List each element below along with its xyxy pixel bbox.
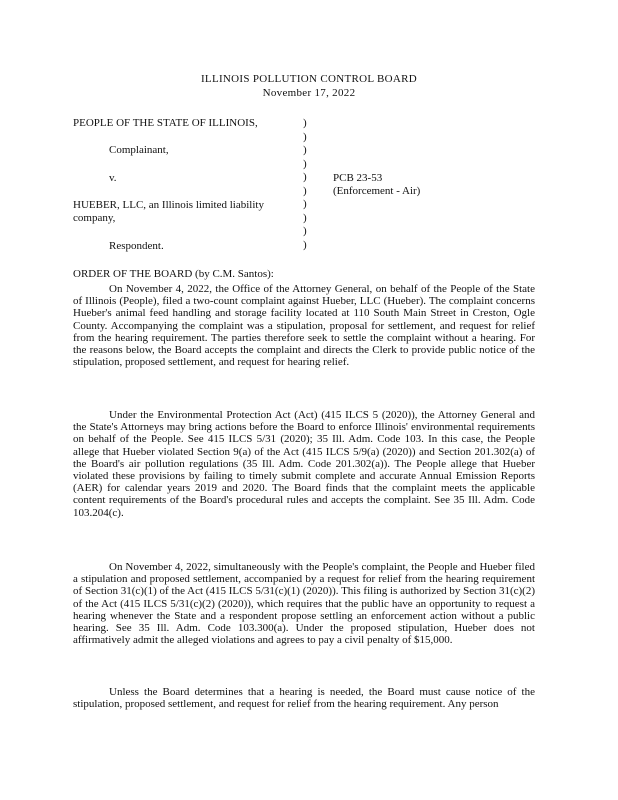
paragraph-act: Under the Environmental Protection Act (Act) (415 ILCS 5 (2020)), the Attorney General and the State's Attorneys may bring actions before the Board to enforce Illinois' environmental requirements on behalf of the People. See 415 ILCS 5/31 (2020); 35 Ill. Adm. Code 103. In this case, the People allege that Hueber violated Section 9(a) of the Act (415 ILCS 5/9(a) (2020)) and Section 201.302(a) of the Board's air pollution regulations (35 Ill. Adm. Code 201.302(a)). The People allege that Hueber violated these provisions by failing to timely submit complete and accurate Annual Emission Reports (AER) for calendar years 2019 and 2020. The Board finds that the complaint meets the applicable content requirements of the Board's procedural rules and accepts the complaint. See 35 Ill. Adm. Code 103.204(c). bbox=[73, 409, 535, 519]
order-date: November 17, 2022 bbox=[262, 87, 356, 99]
case-caption: PEOPLE OF THE STATE OF ILLINOIS, Complainant, v. HUEBER, LLC, an Illinois limited liability company, Respondent. ) ) ) ) ) ) ) ) ) ) PCB 23-53 (Enforcement - Air) bbox=[73, 117, 421, 252]
versus-label: v. bbox=[109, 172, 117, 184]
order-heading: ORDER OF THE BOARD (by C.M. Santos): bbox=[73, 268, 274, 280]
board-title: ILLINOIS POLLUTION CONTROL BOARD bbox=[200, 73, 418, 85]
plaintiff-name: PEOPLE OF THE STATE OF ILLINOIS, bbox=[73, 117, 258, 129]
case-number: PCB 23-53 bbox=[333, 172, 383, 184]
paragraph-notice: Unless the Board determines that a hearing is needed, the Board must cause notice of the stipulation, proposed settlement, and request for relief from the hearing requirement. Any person bbox=[73, 686, 535, 711]
paragraph-intro: On November 4, 2022, the Office of the Attorney General, on behalf of the People of the State of Illinois (People), filed a two-count complaint against Hueber, LLC (Hueber). The complaint concerns Hueber's animal feed handling and storage facility located at 110 South Main Street in Creston, Ogle County. Accompanying the complaint was a stipulation, proposal for settlement, and request for relief from the hearing requirement. The parties therefore seek to settle the complaint without a hearing. For the reasons below, the Board accepts the complaint and directs the Clerk to provide public notice of the stipulation, proposed settlement, and request for hearing relief. bbox=[73, 283, 535, 369]
defendant-name-line2: company, bbox=[73, 212, 116, 224]
case-type: (Enforcement - Air) bbox=[333, 185, 421, 197]
plaintiff-role: Complainant, bbox=[109, 144, 169, 156]
paragraph-stipulation: On November 4, 2022, simultaneously with the People's complaint, the People and Hueber filed a stipulation and proposed settlement, accompanied by a request for relief from the hearing requirement of Section 31(c)(1) of the Act (415 ILCS 5/31(c)(1) (2020)). This filing is authorized by Section 31(c)(2) of the Act (415 ILCS 5/31(c)(2) (2020)), which requires that the public have an opportunity to request a hearing whenever the State and a respondent propose settling an enforcement action without a public hearing. See 35 Ill. Adm. Code 103.300(a). Under the proposed stipulation, Hueber does not affirmatively admit the alleged violations and agrees to pay a civil penalty of $15,000. bbox=[73, 561, 535, 647]
defendant-role: Respondent. bbox=[109, 240, 164, 252]
defendant-name-line1: HUEBER, LLC, an Illinois limited liability bbox=[73, 199, 264, 211]
